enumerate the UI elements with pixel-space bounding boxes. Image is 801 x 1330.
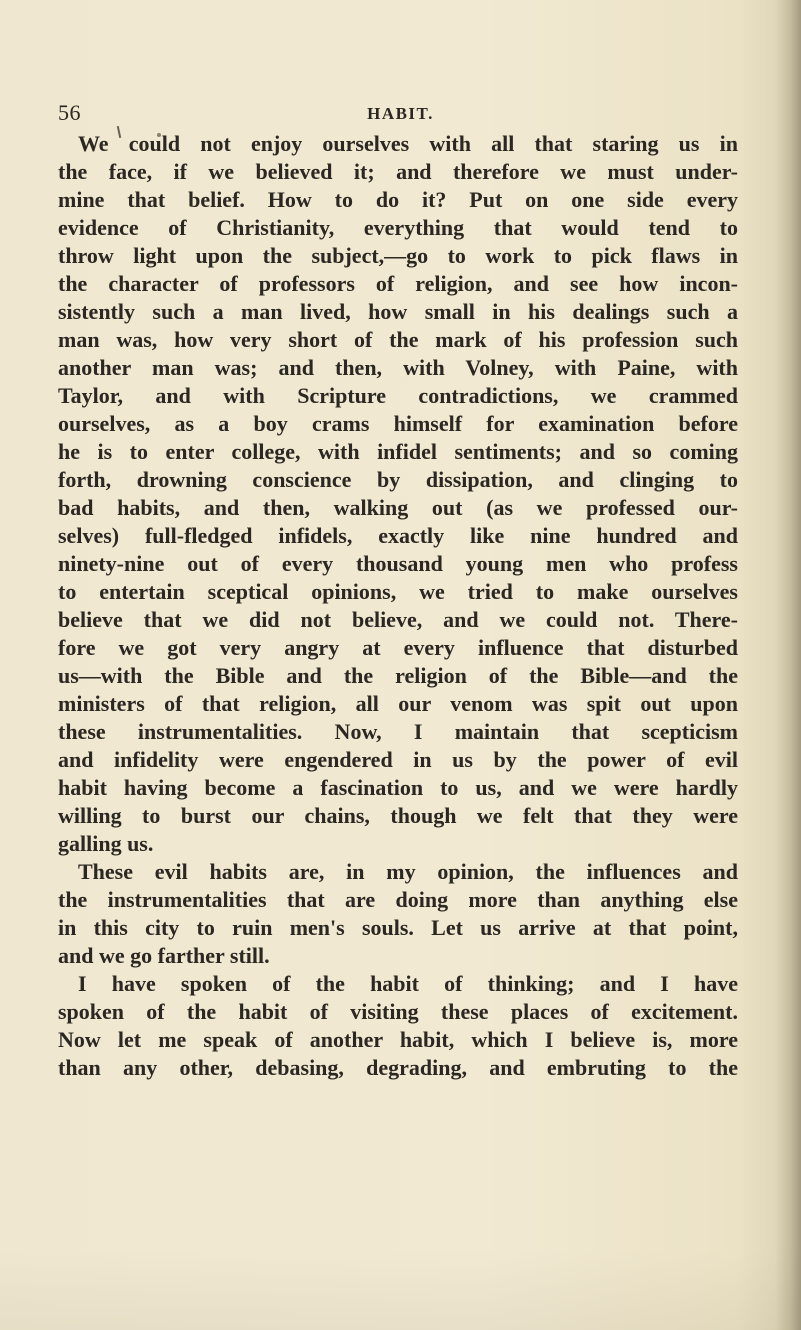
text-line: ninety-nine out of every thousand young men who profess (58, 551, 738, 576)
text-line: throw light upon the subject,—go to work to pick flaws in (58, 243, 738, 268)
text-line: galling us. (58, 831, 154, 856)
text-line: sistently such a man lived, how small in his dealings such a (58, 299, 738, 324)
text-line: man was, how very short of the mark of his profession such (58, 327, 738, 352)
page-edge-shadow (775, 0, 801, 1330)
text-line: another man was; and then, with Volney, with Paine, with (58, 355, 738, 380)
text-line: than any other, debasing, degrading, and embruting to the (58, 1055, 738, 1080)
text-line: evidence of Christianity, everything that would tend to (58, 215, 738, 240)
text-line: habit having become a fascination to us, and we were hardly (58, 775, 738, 800)
text-line: and infidelity were engendered in us by the power of evil (58, 747, 738, 772)
text-line: I have spoken of the habit of thinking; and I have (78, 971, 738, 996)
text-line: to entertain sceptical opinions, we tried to make ourselves (58, 579, 738, 604)
text-line: he is to enter college, with infidel sentiments; and so coming (58, 439, 738, 464)
text-line: these instrumentalities. Now, I maintain that scepticism (58, 719, 738, 744)
text-line: mine that belief. How to do it? Put on one side every (58, 187, 738, 212)
text-line: spoken of the habit of visiting these places of excitement. (58, 999, 738, 1024)
text-line: in this city to ruin men's souls. Let us arrive at that point, (58, 915, 738, 940)
text-line: bad habits, and then, walking out (as we professed our- (58, 495, 738, 520)
page-header (0, 86, 801, 125)
running-head: HABIT. (367, 104, 434, 123)
text-line: Taylor, and with Scripture contradictions, we crammed (58, 383, 738, 408)
text-line: Now let me speak of another habit, which I believe is, more (58, 1027, 738, 1052)
text-line: willing to burst our chains, though we felt that they were (58, 803, 738, 828)
text-line: the instrumentalities that are doing more than anything else (58, 887, 738, 912)
text-line: believe that we did not believe, and we could not. There- (58, 607, 738, 632)
text-line: and we go farther still. (58, 943, 270, 968)
text-line: We could not enjoy ourselves with all that staring us in (78, 131, 738, 156)
page-number: 56 (58, 100, 81, 125)
text-line: ministers of that religion, all our venom was spit out upon (58, 691, 738, 716)
text-line: the character of professors of religion, and see how incon- (58, 271, 738, 296)
text-line: forth, drowning conscience by dissipation, and clinging to (58, 467, 738, 492)
page-bottom-tone (0, 1250, 801, 1330)
text-line: us—with the Bible and the religion of the Bible—and the (58, 663, 738, 688)
text-line: the face, if we believed it; and therefore we must under- (58, 159, 738, 184)
body-text (58, 130, 738, 1082)
text-line: selves) full-fledged infidels, exactly like nine hundred and (58, 523, 738, 548)
text-line: ourselves, as a boy crams himself for examination before (58, 411, 738, 436)
text-line: fore we got very angry at every influence that disturbed (58, 635, 738, 660)
text-line: These evil habits are, in my opinion, the influences and (78, 859, 738, 884)
